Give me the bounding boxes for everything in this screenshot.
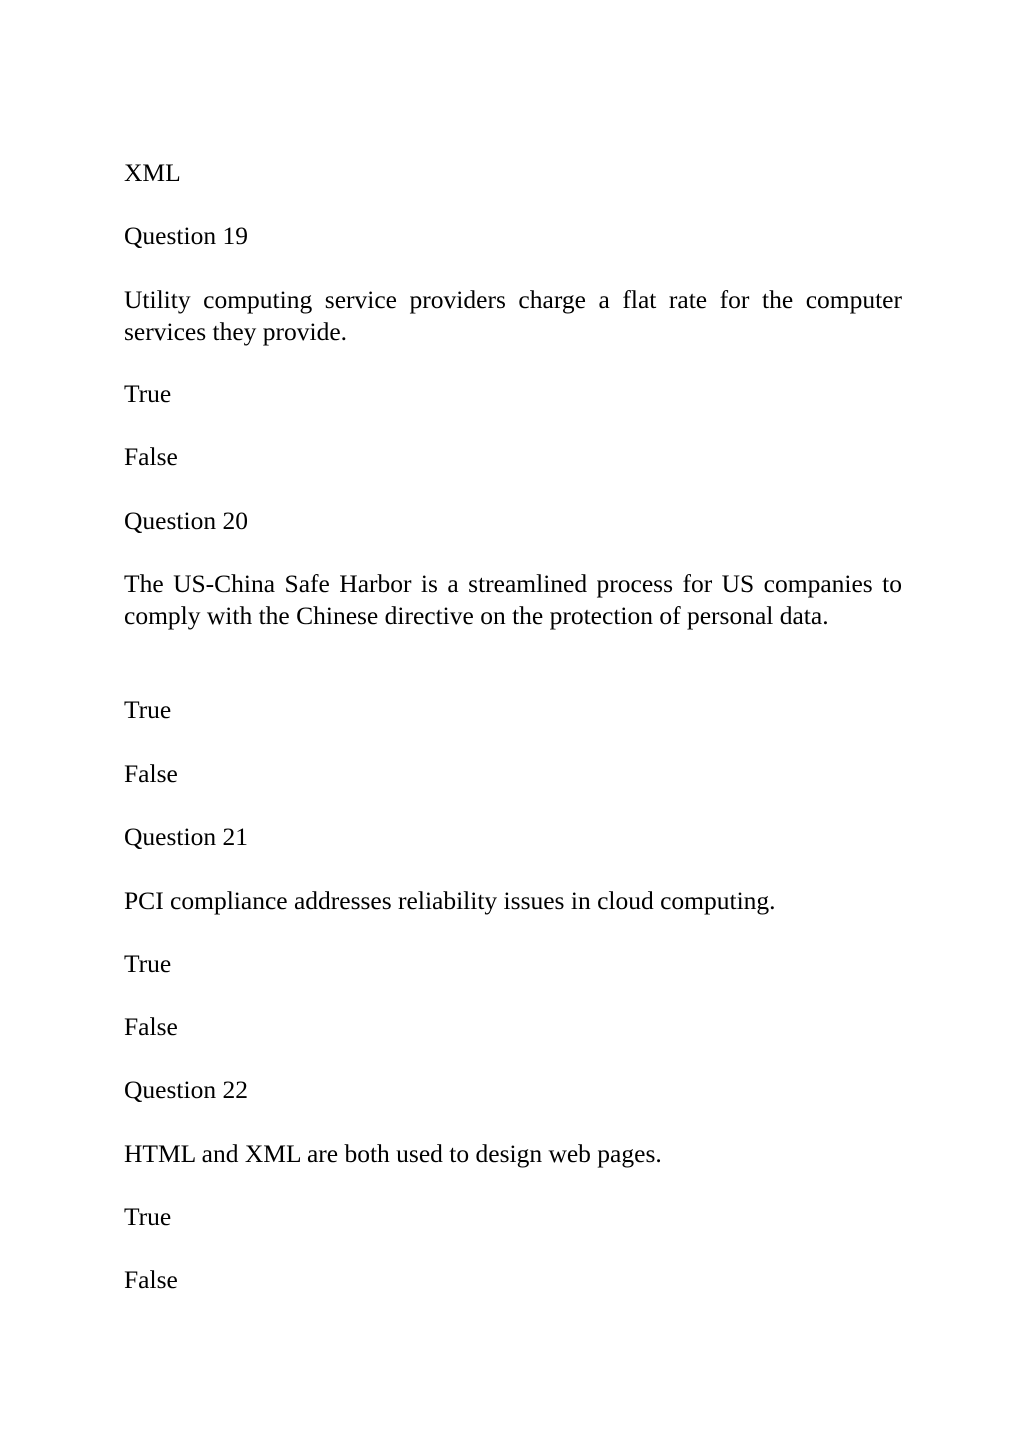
question-19-prompt: Utility computing service providers charge a flat rate for the computer services they provide.: [124, 285, 902, 346]
question-22-option-false: False: [124, 1265, 178, 1294]
document-page: [124, 0, 902, 1448]
question-20-prompt: The US-China Safe Harbor is a streamlined process for US companies to comply with the Chinese directive on the protection of personal data.: [124, 569, 902, 630]
question-22-prompt: HTML and XML are both used to design web pages.: [124, 1139, 662, 1168]
question-21-option-true: True: [124, 949, 172, 978]
question-20-option-false: False: [124, 759, 178, 788]
question-22-heading: Question 22: [124, 1075, 248, 1104]
question-22-option-true: True: [124, 1202, 172, 1231]
previous-answer-option: XML: [124, 158, 181, 187]
question-21-heading: Question 21: [124, 822, 248, 851]
question-19-option-true: True: [124, 379, 172, 408]
question-19-heading: Question 19: [124, 221, 248, 250]
question-21-option-false: False: [124, 1012, 178, 1041]
question-21-prompt: PCI compliance addresses reliability issues in cloud computing.: [124, 886, 776, 915]
question-19-option-false: False: [124, 442, 178, 471]
question-20-option-true: True: [124, 695, 172, 724]
question-20-heading: Question 20: [124, 506, 248, 535]
